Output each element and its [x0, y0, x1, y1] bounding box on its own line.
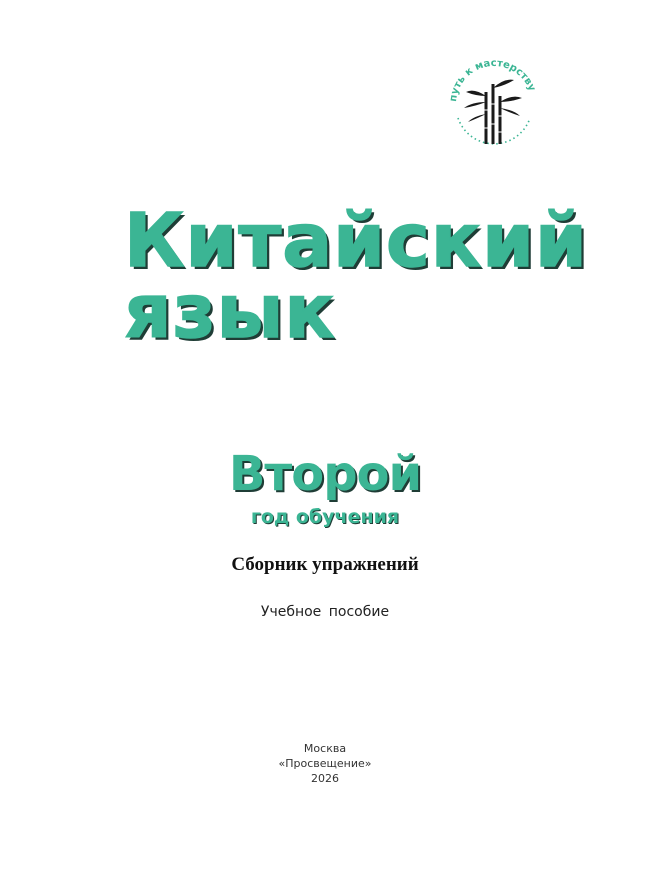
manual-type: Учебное пособие [260, 604, 390, 620]
imprint-city: Москва [303, 742, 347, 755]
imprint-year: 2026 [311, 772, 339, 785]
imprint [0, 741, 650, 786]
book-type: Сборник упражнений [231, 554, 419, 575]
year-of-study-subtitle: год обучения [250, 506, 400, 528]
book-title-line-1: Китайский [124, 198, 588, 284]
series-logo [446, 52, 542, 152]
imprint-publisher: «Просвещение» [278, 757, 372, 770]
year-of-study-title: Второй [228, 446, 422, 502]
book-title-line-2: язык [124, 269, 336, 355]
logo-arc-text: путь к мастерству [447, 57, 538, 103]
bamboo-icon [446, 52, 542, 152]
